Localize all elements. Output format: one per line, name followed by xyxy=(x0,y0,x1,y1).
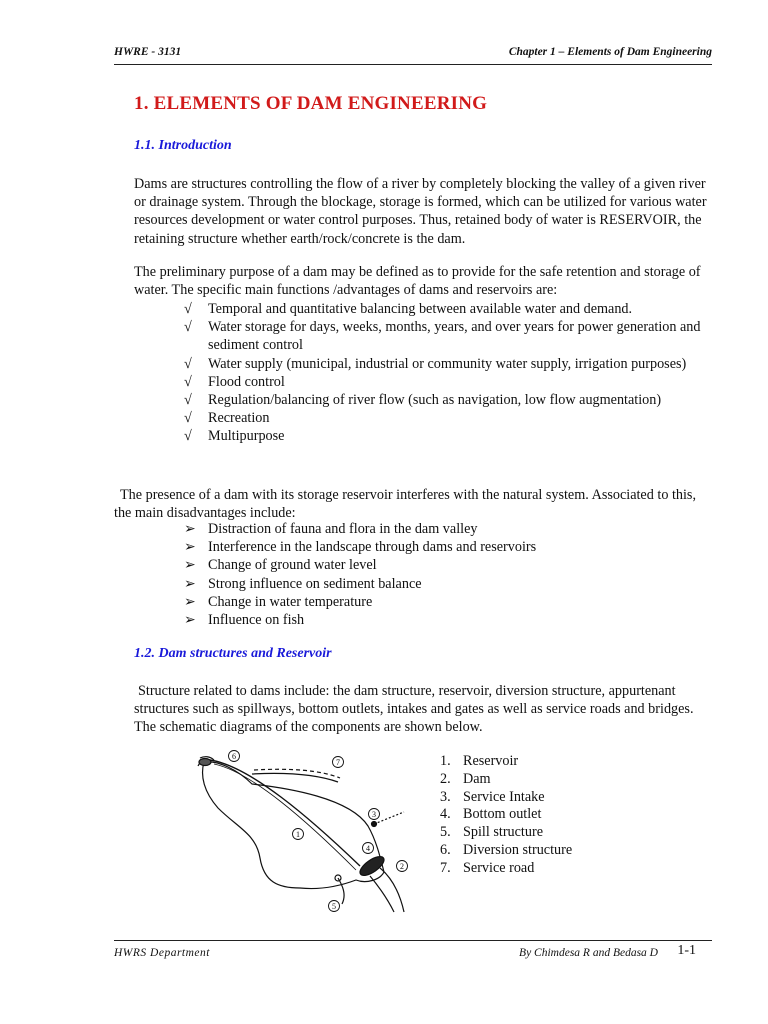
advantage-item xyxy=(184,300,714,318)
list-item-text: Change of ground water level xyxy=(208,557,377,574)
authors: By Chimdesa R and Bedasa D xyxy=(519,947,658,959)
section-title-dam-structures: 1.2. Dam structures and Reservoir xyxy=(134,646,332,661)
diagram-label-1: 1 xyxy=(296,829,300,839)
component-label: Bottom outlet xyxy=(463,806,542,823)
course-code: HWRE - 3131 xyxy=(114,46,182,58)
schematic-drawing xyxy=(190,748,420,913)
bullet-marker: √ xyxy=(184,410,192,427)
chapter-title: 1. ELEMENTS OF DAM ENGINEERING xyxy=(134,93,488,114)
component-item xyxy=(440,753,572,771)
diagram-label-7: 7 xyxy=(336,757,340,767)
bullet-marker: ➢ xyxy=(184,539,196,556)
section-title-introduction: 1.1. Introduction xyxy=(134,138,232,153)
bullet-marker: √ xyxy=(184,319,192,336)
component-label: Diversion structure xyxy=(463,841,573,858)
list-item-text: Strong influence on sediment balance xyxy=(208,575,422,592)
disadvantages-list xyxy=(184,520,714,629)
component-label: Service road xyxy=(463,859,535,876)
component-item xyxy=(440,771,572,789)
bullet-marker: √ xyxy=(184,373,192,390)
list-item-text: Flood control xyxy=(208,373,285,390)
disadvantage-item xyxy=(184,538,714,556)
diagram-label-3: 3 xyxy=(372,809,376,819)
diagram-label-4: 4 xyxy=(366,843,370,853)
list-item-text: Water storage for days, weeks, months, years, and over years for power generation and sediment control xyxy=(208,319,701,354)
component-item xyxy=(440,824,572,842)
diagram-label-5: 5 xyxy=(332,901,336,911)
bullet-marker: √ xyxy=(184,301,192,317)
list-item-text: Water supply (municipal, industrial or community water supply, irrigation purposes) xyxy=(208,355,687,372)
list-item-text: Regulation/balancing of river flow (such as navigation, low flow augmentation) xyxy=(208,392,662,409)
advantage-item xyxy=(184,427,714,445)
component-number: 4. xyxy=(440,806,451,823)
list-item-text: Influence on fish xyxy=(208,612,305,629)
bullet-marker: ➢ xyxy=(184,557,196,574)
diagram-label-2: 2 xyxy=(400,861,404,871)
component-label: Spill structure xyxy=(463,824,543,841)
department-name: HWRS Department xyxy=(114,947,210,959)
bullet-marker: ➢ xyxy=(184,593,196,610)
advantage-item xyxy=(184,318,714,354)
component-item xyxy=(440,806,572,824)
advantages-list xyxy=(184,300,714,446)
intro-paragraph: Dams are structures controlling the flow of a river by completely blocking the valley of a given river or drainage system. Through the blockage, storage is formed, which can be utilized for various water resources development or water control purposes. Thus, retained body of water is RESERVOIR, the retaining structure whether earth/rock/concrete is the dam. xyxy=(134,176,707,247)
bullet-marker: ➢ xyxy=(184,521,196,537)
page-header xyxy=(114,44,712,65)
component-number: 6. xyxy=(440,841,451,858)
disadvantage-item xyxy=(184,593,714,611)
advantage-item xyxy=(184,355,714,373)
page-footer xyxy=(114,940,712,959)
components-legend xyxy=(440,753,572,878)
disadvantage-item xyxy=(184,575,714,593)
component-label: Reservoir xyxy=(463,753,519,769)
component-item xyxy=(440,860,572,878)
page-number: 1-1 xyxy=(677,943,696,958)
list-item-text: Change in water temperature xyxy=(208,593,373,610)
bullet-marker: √ xyxy=(184,428,192,445)
list-item-text: Distraction of fauna and flora in the dam valley xyxy=(208,521,478,537)
advantage-item xyxy=(184,373,714,391)
bullet-marker: ➢ xyxy=(184,612,196,629)
component-number: 2. xyxy=(440,770,451,787)
purpose-paragraph: The preliminary purpose of a dam may be defined as to provide for the safe retention and storage of water. The specific main functions /advantages of dams and reservoirs are: xyxy=(134,264,701,299)
list-item-text: Interference in the landscape through dams and reservoirs xyxy=(208,539,537,556)
list-item-text: Recreation xyxy=(208,410,270,427)
advantage-item xyxy=(184,391,714,409)
component-number: 1. xyxy=(440,753,451,769)
disadvantages-paragraph: The presence of a dam with its storage reservoir interferes with the natural system. Associated to this, the main disadvantages include: xyxy=(114,487,696,522)
disadvantage-item xyxy=(184,520,714,538)
component-label: Service Intake xyxy=(463,788,545,805)
list-item-text: Multipurpose xyxy=(208,428,285,445)
component-item xyxy=(440,842,572,860)
disadvantage-item xyxy=(184,556,714,574)
chapter-name: Chapter 1 – Elements of Dam Engineering xyxy=(508,46,712,58)
component-item xyxy=(440,789,572,807)
bullet-marker: ➢ xyxy=(184,575,196,592)
structures-paragraph: Structure related to dams include: the dam structure, reservoir, diversion structure, appurtenant structures such as spillways, bottom outlets, intakes and gates as well as service roads and bridges. The schematic diagrams of the components are shown below. xyxy=(134,683,694,736)
component-number: 3. xyxy=(440,788,451,805)
advantage-item xyxy=(184,409,714,427)
list-item-text: Temporal and quantitative balancing between available water and demand. xyxy=(208,301,633,317)
disadvantage-item xyxy=(184,611,714,629)
diagram-label-6: 6 xyxy=(232,751,236,761)
component-number: 5. xyxy=(440,824,451,841)
dam-reservoir-schematic xyxy=(190,748,420,913)
bullet-marker: √ xyxy=(184,355,192,372)
bullet-marker: √ xyxy=(184,392,192,409)
component-label: Dam xyxy=(463,770,491,787)
component-number: 7. xyxy=(440,859,451,876)
